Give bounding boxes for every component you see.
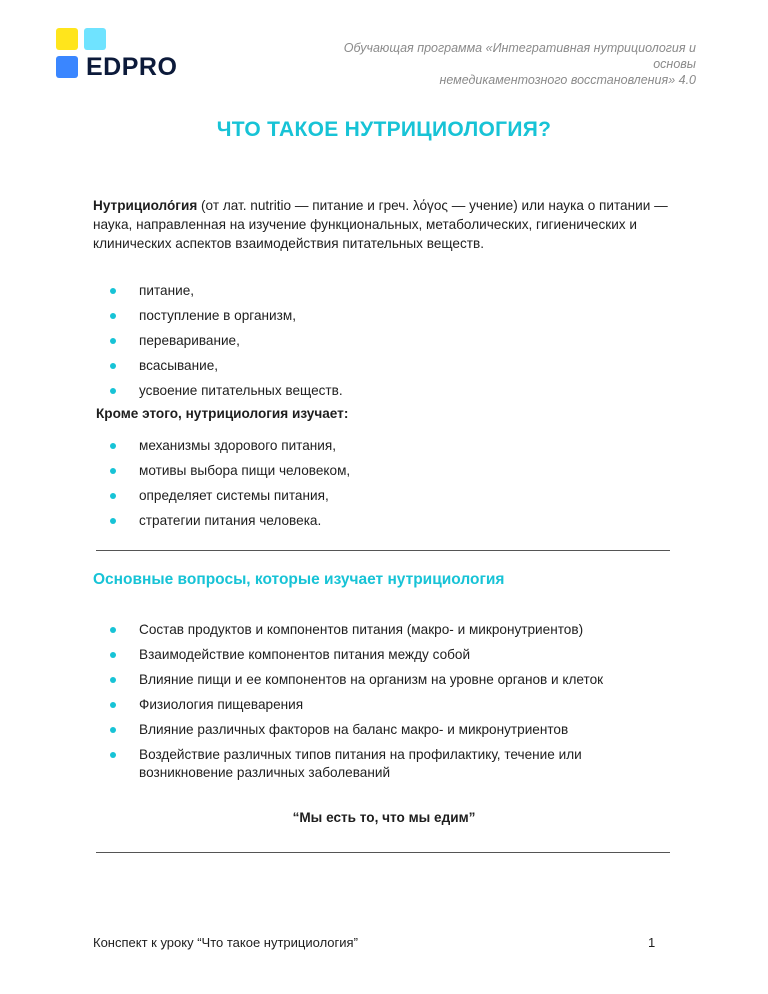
logo-square-cyan <box>84 28 106 50</box>
bullet-icon <box>110 338 116 344</box>
bullet-icon <box>110 313 116 319</box>
page-header <box>276 40 696 88</box>
subheading: Кроме этого, нутрициология изучает: <box>96 406 349 421</box>
bullet-icon <box>110 627 116 633</box>
list-item: Воздействие различных типов питания на профилактику, течение или возникновение различных заболеваний <box>0 746 669 782</box>
topics-list <box>0 282 343 407</box>
divider <box>96 550 670 551</box>
list-item: Физиология пищеварения <box>0 696 669 714</box>
bullet-icon <box>110 677 116 683</box>
logo-text: EDPRO <box>86 53 178 81</box>
bullet-icon <box>110 288 116 294</box>
bullet-icon <box>110 363 116 369</box>
section-title: Основные вопросы, которые изучает нутрициология <box>93 571 505 588</box>
list-item: определяет системы питания, <box>0 487 350 505</box>
header-line-3: немедикаментозного восстановления» 4.0 <box>439 73 696 87</box>
edpro-logo <box>56 28 196 80</box>
bullet-icon <box>110 518 116 524</box>
list-item: мотивы выбора пищи человеком, <box>0 462 350 480</box>
list-item: Влияние различных факторов на баланс макро- и микронутриентов <box>0 721 669 739</box>
list-item: переваривание, <box>0 332 343 350</box>
bullet-icon <box>110 468 116 474</box>
intro-text: (от лат. nutritio — питание и греч. λόγος — учение) или наука о питании — наука, направленная на изучение функциональных, метаболических, гигиенических и клинических аспектов взаимодействия питательных веществ. <box>93 198 668 251</box>
intro-paragraph <box>93 196 683 253</box>
logo-square-yellow <box>56 28 78 50</box>
bullet-icon <box>110 388 116 394</box>
list-item: Влияние пищи и ее компонентов на организм на уровне органов и клеток <box>0 671 669 689</box>
divider <box>96 852 670 853</box>
page-number: 1 <box>648 935 656 950</box>
bullet-icon <box>110 752 116 758</box>
list-item: стратегии питания человека. <box>0 512 350 530</box>
list-item: Состав продуктов и компонентов питания (макро- и микронутриентов) <box>0 621 669 639</box>
list-item: поступление в организм, <box>0 307 343 325</box>
bullet-icon <box>110 493 116 499</box>
list-item: Взаимодействие компонентов питания между собой <box>0 646 669 664</box>
bullet-icon <box>110 727 116 733</box>
footer-caption: Конспект к уроку “Что такое нутрициология” <box>93 935 358 950</box>
quote: “Мы есть то, что мы едим” <box>292 810 476 825</box>
questions-list <box>0 621 669 789</box>
list-item: всасывание, <box>0 357 343 375</box>
bullet-icon <box>110 652 116 658</box>
list-item: механизмы здорового питания, <box>0 437 350 455</box>
intro-term: Нутрициоло́гия <box>93 198 198 213</box>
list-item: питание, <box>0 282 343 300</box>
bullet-icon <box>110 702 116 708</box>
page-title: ЧТО ТАКОЕ НУТРИЦИОЛОГИЯ? <box>216 118 552 141</box>
list-item: усвоение питательных веществ. <box>0 382 343 400</box>
bullet-icon <box>110 443 116 449</box>
logo-square-blue <box>56 56 78 78</box>
header-line-1: Обучающая программа «Интегративная нутрициология и <box>343 41 696 55</box>
studies-list <box>0 437 350 537</box>
header-line-2: основы <box>653 57 696 71</box>
